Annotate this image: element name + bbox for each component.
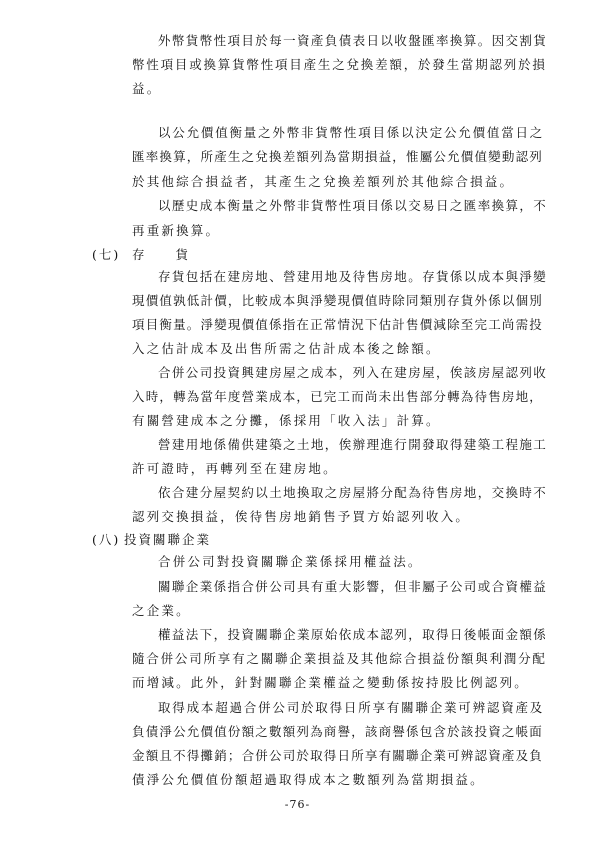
paragraph-line: 合併公司對投資關聯企業係採用權益法。 <box>158 554 423 569</box>
paragraph-line: 幣性項目或換算貨幣性項目產生之兌換差額，於發生當期認列於損 <box>132 57 547 72</box>
paragraph-line: 匯率換算，所產生之兌換差額列為當期損益，惟屬公允價值變動認列 <box>132 149 544 164</box>
paragraph-line: 合併公司投資興建房屋之成本，列入在建房屋，俟該房屋認列收 <box>158 365 548 380</box>
paragraph-line: 以公允價值衡量之外幣非貨幣性項目係以決定公允價值當日之 <box>158 125 545 140</box>
paragraph-line: 有關營建成本之分攤，係採用「收入法」計算。 <box>132 413 441 428</box>
paragraph-line: 入之估計成本及出售所需之估計成本後之餘額。 <box>132 341 441 356</box>
paragraph-line: 項目衡量。淨變現價值係指在正常情況下估計售價減除至完工尚需投 <box>132 317 544 332</box>
paragraph-line: 外幣貨幣性項目於每一資產負債表日以收盤匯率換算。因交割貨 <box>158 33 548 48</box>
paragraph-line: 入時，轉為當年度營業成本，已完工而尚未出售部分轉為待售房地， <box>132 389 544 404</box>
section-title: 存 貨 <box>132 247 191 262</box>
paragraph-line: 許可證時，再轉列至在建房地。 <box>132 461 338 476</box>
paragraph-line: 營建用地係備供建築之土地，俟辦理進行開發取得建築工程施工 <box>158 437 548 452</box>
paragraph-line: 以歷史成本衡量之外幣非貨幣性項目係以交易日之匯率換算，不 <box>158 198 548 213</box>
paragraph-line: 存貨包括在建房地、營建用地及待售房地。存貨係以成本與淨變 <box>158 269 548 284</box>
paragraph-line: 再重新換算。 <box>132 223 221 238</box>
paragraph-line: 隨合併公司所享有之關聯企業損益及其他綜合損益份額與利潤分配 <box>132 651 547 666</box>
page-number: -76- <box>284 798 311 811</box>
paragraph-line: 之企業。 <box>132 603 191 618</box>
paragraph-line: 現價值孰低計價，比較成本與淨變現價值時除同類別存貨外係以個別 <box>132 293 544 308</box>
paragraph-line: 於其他綜合損益者，其產生之兌換差額列於其他綜合損益。 <box>132 174 515 189</box>
paragraph-line: 權益法下，投資關聯企業原始依成本認列，取得日後帳面金額係 <box>158 627 548 642</box>
paragraph-line: 關聯企業係指合併公司具有重大影響，但非屬子公司或合資權益 <box>158 579 548 594</box>
section-number: (七) <box>92 247 121 262</box>
paragraph-line: 益。 <box>132 81 162 96</box>
paragraph-line: 依合建分屋契約以土地換取之房屋將分配為待售房地，交換時不 <box>158 485 548 500</box>
paragraph-line: 負債淨公允價值份額之數額列為商譽，該商譽係包含於該投資之帳面 <box>132 724 544 739</box>
paragraph-line: 金額且不得攤銷；合併公司於取得日所享有關聯企業可辨認資產及負 <box>132 748 544 763</box>
section-number: (八) <box>92 532 121 547</box>
paragraph-line: 認列交換損益，俟待售房地銷售予買方始認列收入。 <box>132 509 471 524</box>
section-title: 投資關聯企業 <box>124 532 212 547</box>
paragraph-line: 而增減。此外，針對關聯企業權益之變動係按持股比例認列。 <box>132 675 529 690</box>
paragraph-line: 取得成本超過合併公司於取得日所享有關聯企業可辨認資產及 <box>158 700 545 715</box>
paragraph-line: 債淨公允價值份額超過取得成本之數額列為當期損益。 <box>132 772 485 787</box>
